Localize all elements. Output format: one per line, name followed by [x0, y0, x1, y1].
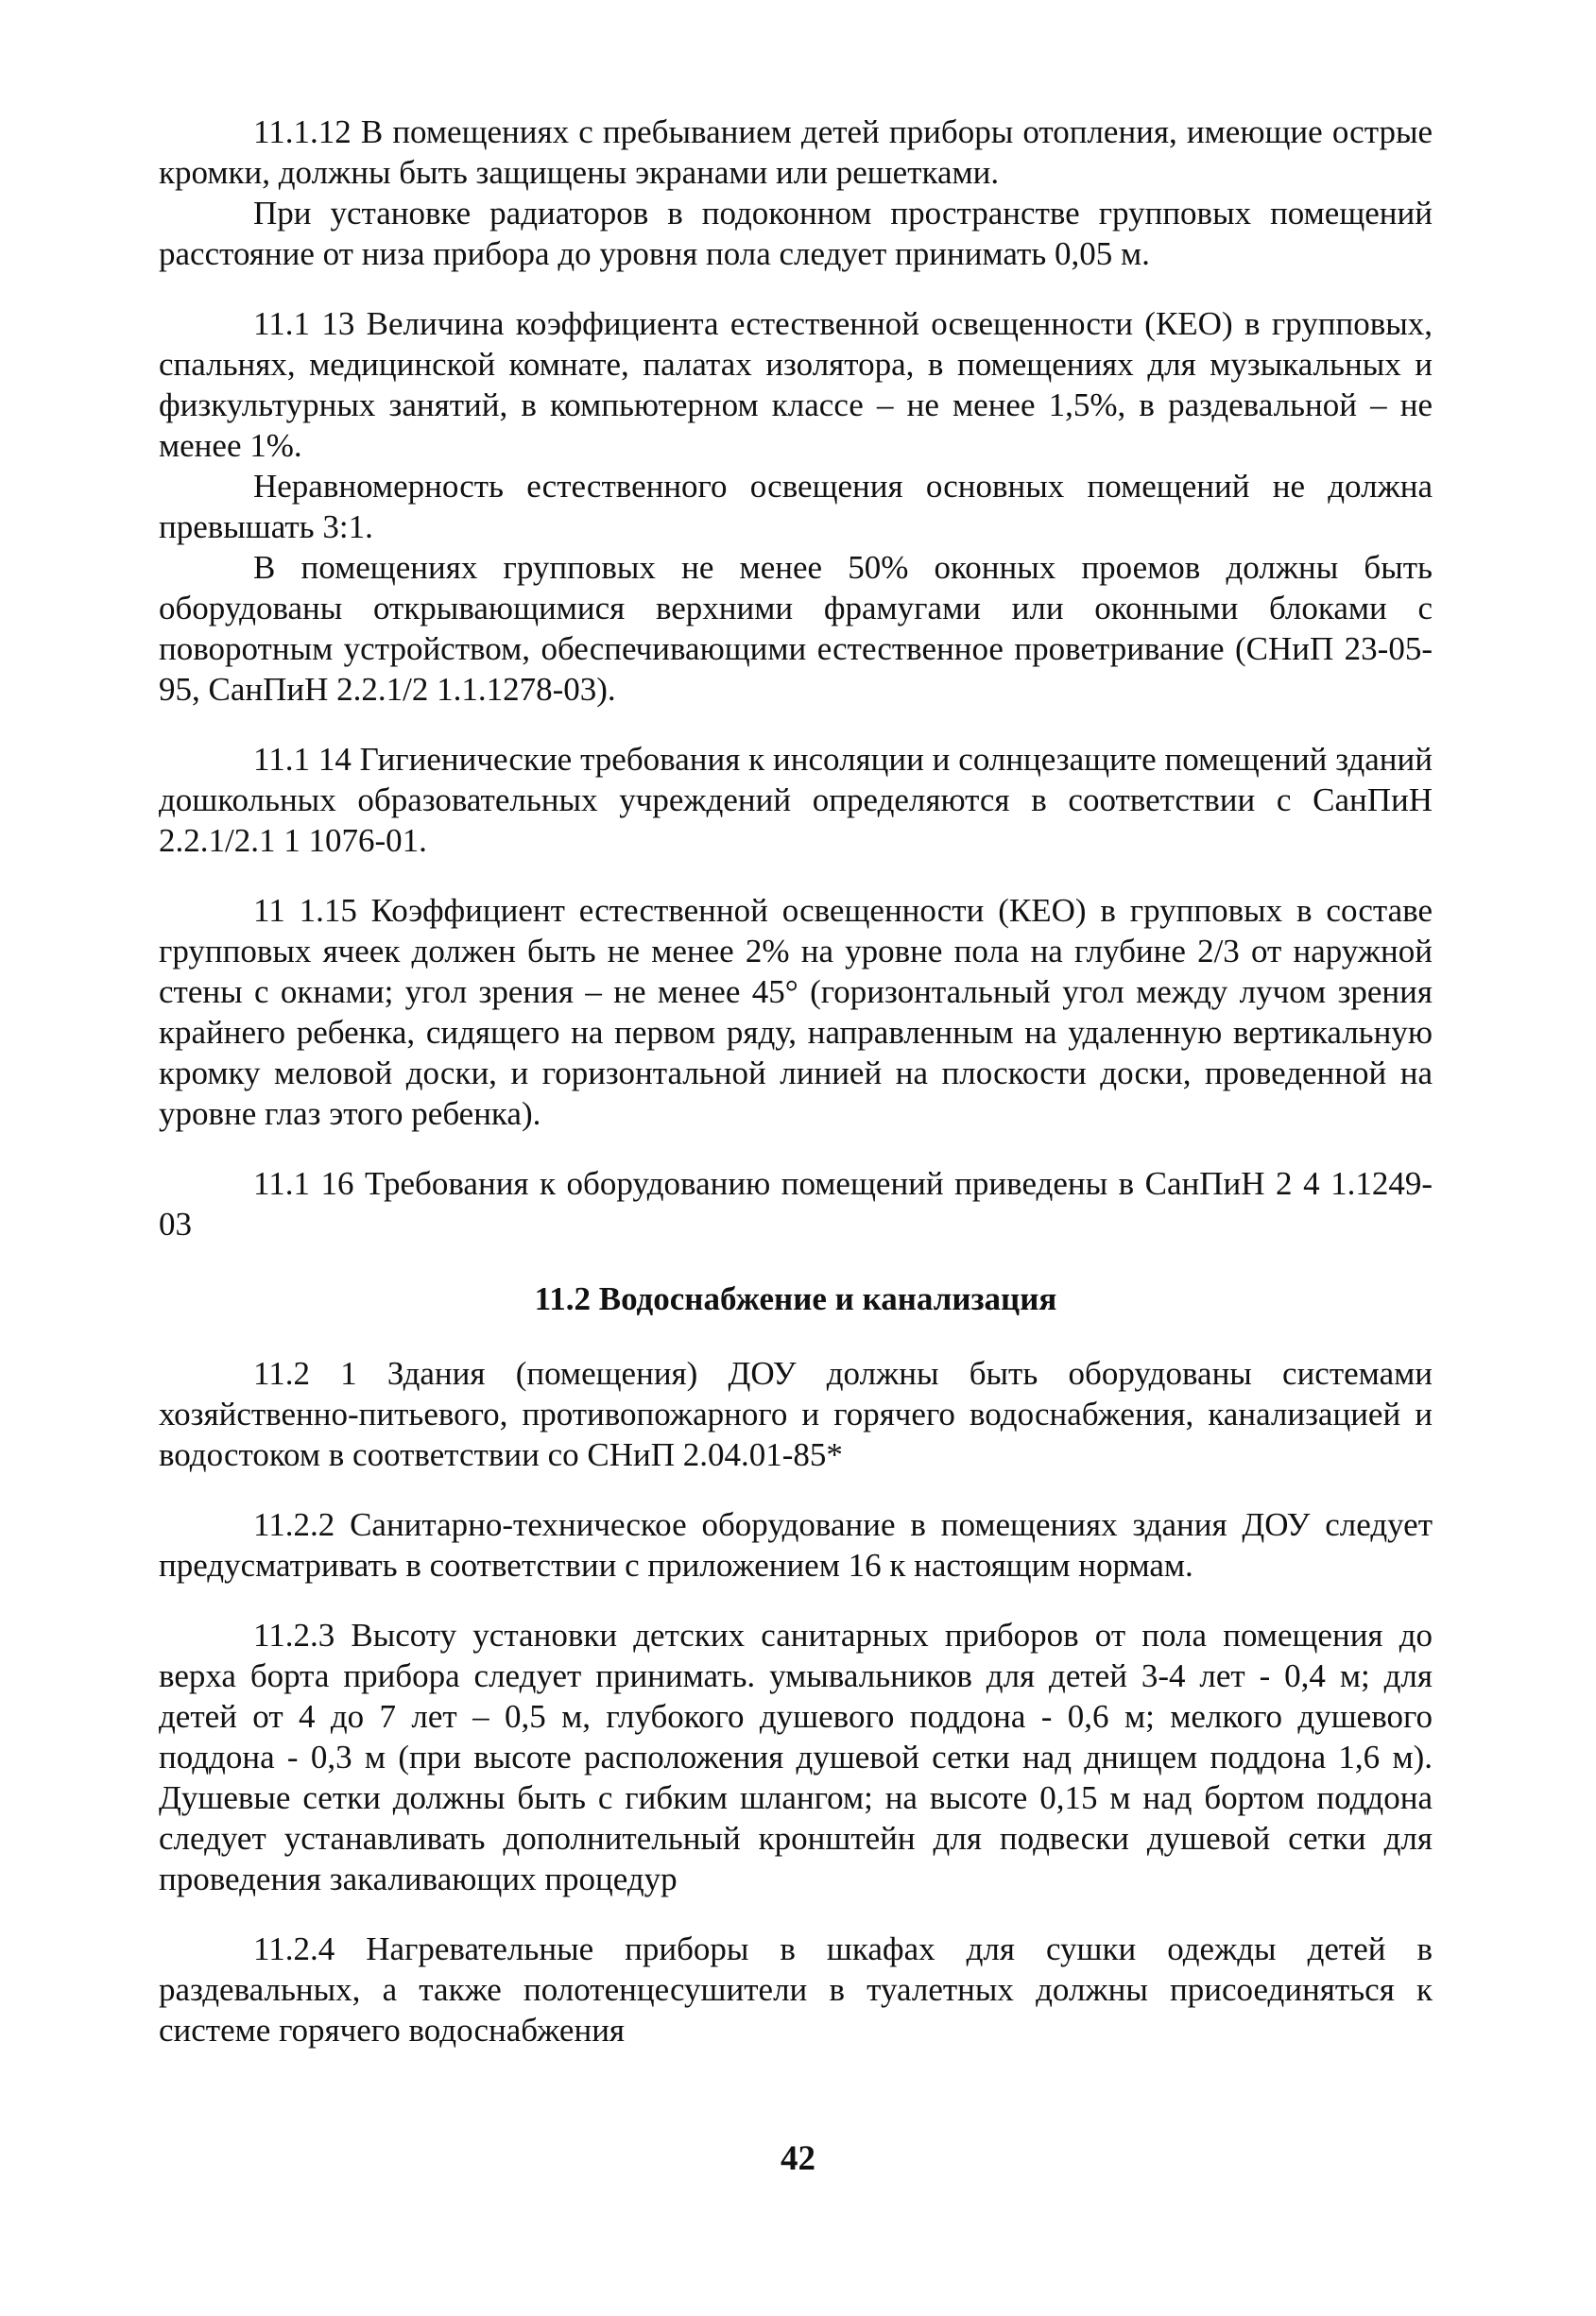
- paragraph-11-1-15: 11 1.15 Коэффициент естественной освещенности (КЕО) в групповых в составе групповых ячеек должен быть не менее 2% на уровне пола на глубине 2/3 от наружной стены с окнами; угол зрения – не менее 45° (горизонтальный угол между лучом зрения крайнего ребенка, сидящего на первом ряду, направленным на удаленную вертикальную кромку меловой доски, и горизонтальной линией на плоскости доски, проведенной на уровне глаз этого ребенка).: [159, 892, 1433, 1132]
- paragraph-11-2-1: 11.2 1 Здания (помещения) ДОУ должны быть оборудованы системами хозяйственно-питьевого, противопожарного и горячего водоснабжения, канализацией и водостоком в соответствии со СНиП 2.04.01-85*: [159, 1355, 1433, 1473]
- paragraph-11-2-4: 11.2.4 Нагревательные приборы в шкафах для сушки одежды детей в раздевальных, а также полотенцесушители в туалетных должны присоединяться к системе горячего водоснабжения: [159, 1930, 1433, 2049]
- paragraph-11-1-16: 11.1 16 Требования к оборудованию помещений приведены в СанПиН 2 4 1.1249-03: [159, 1165, 1433, 1243]
- document-body: [159, 112, 1433, 2050]
- paragraph-window-transoms: В помещениях групповых не менее 50% оконных проемов должны быть оборудованы открывающимися верхними фрамугами или оконными блоками с поворотным устройством, обеспечивающими естественное проветривание (СНиП 23-05-95, СанПиН 2.2.1/2 1.1.1278-03).: [159, 549, 1433, 708]
- paragraph-11-1-12: 11.1.12 В помещениях с пребыванием детей приборы отопления, имеющие острые кромки, должны быть защищены экранами или решетками.: [159, 113, 1433, 191]
- section-heading: 11.2 Водоснабжение и канализация: [534, 1280, 1057, 1317]
- paragraph-light-unevenness: Неравномерность естественного освещения основных помещений не должна превышать 3:1.: [159, 468, 1433, 545]
- paragraph-11-1-13: 11.1 13 Величина коэффициента естественной освещенности (КЕО) в групповых, спальнях, медицинской комнате, палатах изолятора, в помещениях для музыкальных и физкультурных занятий, в компьютерном классе – не менее 1,5%, в раздевальной – не менее 1%.: [159, 305, 1433, 464]
- paragraph-radiator-distance: При установке радиаторов в подоконном пространстве групповых помещений расстояние от низа прибора до уровня пола следует принимать 0,05 м.: [159, 195, 1433, 272]
- paragraph-11-2-2: 11.2.2 Санитарно-техническое оборудование в помещениях здания ДОУ следует предусматривать в соответствии с приложением 16 к настоящим нормам.: [159, 1506, 1433, 1584]
- paragraph-11-1-14: 11.1 14 Гигиенические требования к инсоляции и солнцезащите помещений зданий дошкольных образовательных учреждений определяются в соответствии с СанПиН 2.2.1/2.1 1 1076-01.: [159, 741, 1433, 859]
- page-number: 42: [781, 2139, 815, 2178]
- paragraph-11-2-3: 11.2.3 Высоту установки детских санитарных приборов от пола помещения до верха борта прибора следует принимать. умывальников для детей 3-4 лет - 0,4 м; для детей от 4 до 7 лет – 0,5 м, глубокого душевого поддона - 0,6 м; мелкого душевого поддона - 0,3 м (при высоте расположения душевой сетки над днищем поддона 1,6 м). Душевые сетки должны быть с гибким шлангом; на высоте 0,15 м над бортом поддона следует устанавливать дополнительный кронштейн для подвески душевой сетки для проведения закаливающих процедур: [159, 1617, 1433, 1897]
